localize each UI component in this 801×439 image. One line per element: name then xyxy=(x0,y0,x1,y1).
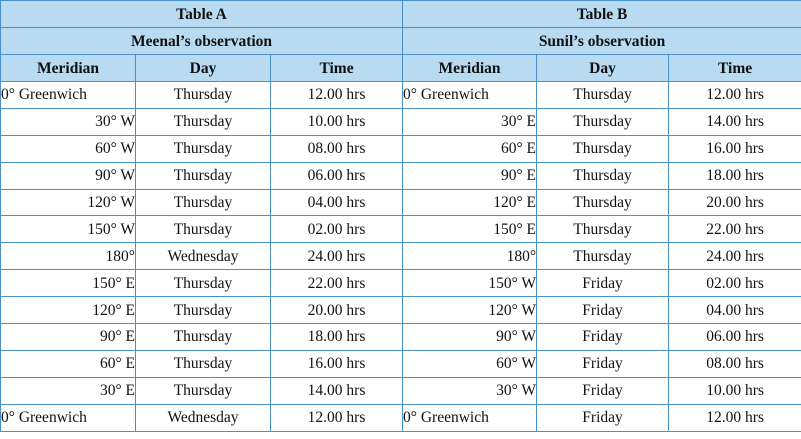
table-row xyxy=(1,135,801,162)
table-row xyxy=(1,189,801,216)
table-a-meridian-cell: 30° W xyxy=(1,108,136,135)
table-a-subtitle: Meenal’s observation xyxy=(1,28,403,55)
table-a-meridian-cell: 90° E xyxy=(1,324,136,351)
table-a-day-cell: Thursday xyxy=(136,162,271,189)
table-row xyxy=(1,324,801,351)
table-a-header-time: Time xyxy=(271,55,403,82)
table-a-meridian-cell: 0° Greenwich xyxy=(1,82,136,109)
table-a-time-cell: 22.00 hrs xyxy=(271,270,403,297)
table-body xyxy=(1,82,801,432)
table-b-time-cell: 12.00 hrs xyxy=(669,404,801,431)
table-b-meridian-cell: 60° W xyxy=(403,350,537,377)
table-a-day-cell: Thursday xyxy=(136,108,271,135)
table-a-header-day: Day xyxy=(136,55,271,82)
table-row xyxy=(1,297,801,324)
table-a-time-cell: 20.00 hrs xyxy=(271,297,403,324)
table-a-day-cell: Thursday xyxy=(136,297,271,324)
table-b-meridian-cell: 90° W xyxy=(403,324,537,351)
table-b-day-cell: Thursday xyxy=(537,135,669,162)
table-b-meridian-cell: 0° Greenwich xyxy=(403,404,537,431)
table-a-day-cell: Thursday xyxy=(136,135,271,162)
table-a-meridian-cell: 120° E xyxy=(1,297,136,324)
table-b-meridian-cell: 180° xyxy=(403,243,537,270)
table-a-time-cell: 04.00 hrs xyxy=(271,189,403,216)
table-a-day-cell: Thursday xyxy=(136,270,271,297)
table-a-meridian-cell: 90° W xyxy=(1,162,136,189)
table-b-header-meridian: Meridian xyxy=(403,55,537,82)
table-a-time-cell: 14.00 hrs xyxy=(271,377,403,404)
table-a-header-meridian: Meridian xyxy=(1,55,136,82)
table-b-time-cell: 02.00 hrs xyxy=(669,270,801,297)
table-b-meridian-cell: 120° W xyxy=(403,297,537,324)
table-a-day-cell: Thursday xyxy=(136,189,271,216)
table-row xyxy=(1,82,801,109)
table-b-meridian-cell: 90° E xyxy=(403,162,537,189)
table-b-time-cell: 22.00 hrs xyxy=(669,216,801,243)
table-a-title: Table A xyxy=(1,1,403,28)
table-a-day-cell: Thursday xyxy=(136,216,271,243)
table-a-day-cell: Wednesday xyxy=(136,243,271,270)
table-b-time-cell: 04.00 hrs xyxy=(669,297,801,324)
table-a-meridian-cell: 120° W xyxy=(1,189,136,216)
table-b-day-cell: Thursday xyxy=(537,162,669,189)
table-b-time-cell: 18.00 hrs xyxy=(669,162,801,189)
table-b-time-cell: 06.00 hrs xyxy=(669,324,801,351)
table-b-header-time: Time xyxy=(669,55,801,82)
table-b-day-cell: Friday xyxy=(537,350,669,377)
table-b-header-day: Day xyxy=(537,55,669,82)
table-b-time-cell: 24.00 hrs xyxy=(669,243,801,270)
table-b-meridian-cell: 150° W xyxy=(403,270,537,297)
table-b-day-cell: Friday xyxy=(537,377,669,404)
table-row xyxy=(1,270,801,297)
table-a-time-cell: 06.00 hrs xyxy=(271,162,403,189)
table-a-time-cell: 12.00 hrs xyxy=(271,404,403,431)
table-b-time-cell: 10.00 hrs xyxy=(669,377,801,404)
table-b-meridian-cell: 30° W xyxy=(403,377,537,404)
table-row xyxy=(1,404,801,431)
table-a-time-cell: 18.00 hrs xyxy=(271,324,403,351)
table-b-time-cell: 16.00 hrs xyxy=(669,135,801,162)
table-a-time-cell: 16.00 hrs xyxy=(271,350,403,377)
table-b-day-cell: Thursday xyxy=(537,108,669,135)
table-b-time-cell: 08.00 hrs xyxy=(669,350,801,377)
table-row xyxy=(1,216,801,243)
table-a-day-cell: Wednesday xyxy=(136,404,271,431)
table-a-meridian-cell: 150° W xyxy=(1,216,136,243)
table-b-time-cell: 14.00 hrs xyxy=(669,108,801,135)
table-b-day-cell: Thursday xyxy=(537,82,669,109)
table-row xyxy=(1,350,801,377)
table-a-meridian-cell: 60° W xyxy=(1,135,136,162)
table-b-meridian-cell: 60° E xyxy=(403,135,537,162)
table-b-day-cell: Thursday xyxy=(537,189,669,216)
table-b-time-cell: 12.00 hrs xyxy=(669,82,801,109)
table-a-time-cell: 12.00 hrs xyxy=(271,82,403,109)
table-a-meridian-cell: 180° xyxy=(1,243,136,270)
table-b-meridian-cell: 150° E xyxy=(403,216,537,243)
table-a-meridian-cell: 60° E xyxy=(1,350,136,377)
table-a-time-cell: 24.00 hrs xyxy=(271,243,403,270)
table-row xyxy=(1,108,801,135)
table-b-day-cell: Thursday xyxy=(537,216,669,243)
table-b-meridian-cell: 0° Greenwich xyxy=(403,82,537,109)
table-b-time-cell: 20.00 hrs xyxy=(669,189,801,216)
table-a-meridian-cell: 30° E xyxy=(1,377,136,404)
table-b-title: Table B xyxy=(403,1,801,28)
table-a-day-cell: Thursday xyxy=(136,82,271,109)
table-b-day-cell: Friday xyxy=(537,297,669,324)
table-a-day-cell: Thursday xyxy=(136,377,271,404)
table-b-meridian-cell: 120° E xyxy=(403,189,537,216)
table-a-time-cell: 10.00 hrs xyxy=(271,108,403,135)
table-row xyxy=(1,243,801,270)
table-a-day-cell: Thursday xyxy=(136,324,271,351)
table-b-day-cell: Thursday xyxy=(537,243,669,270)
table-a-time-cell: 02.00 hrs xyxy=(271,216,403,243)
table-b-day-cell: Friday xyxy=(537,404,669,431)
table-b-day-cell: Friday xyxy=(537,270,669,297)
table-row xyxy=(1,377,801,404)
table-b-meridian-cell: 30° E xyxy=(403,108,537,135)
table-a-time-cell: 08.00 hrs xyxy=(271,135,403,162)
table-a-meridian-cell: 150° E xyxy=(1,270,136,297)
table-a-day-cell: Thursday xyxy=(136,350,271,377)
table-row xyxy=(1,162,801,189)
table-b-day-cell: Friday xyxy=(537,324,669,351)
table-a-meridian-cell: 0° Greenwich xyxy=(1,404,136,431)
table-b-subtitle: Sunil’s observation xyxy=(403,28,801,55)
